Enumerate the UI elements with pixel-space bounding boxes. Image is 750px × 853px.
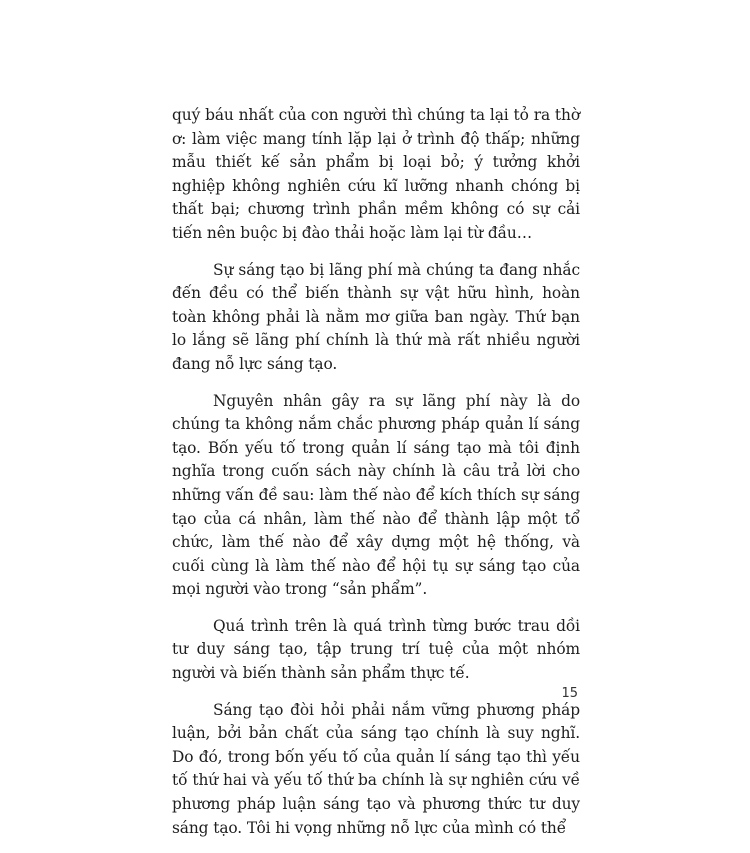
book-page-body	[172, 104, 580, 853]
page-number: 15	[561, 686, 578, 701]
paragraph: Sáng tạo đòi hỏi phải nắm vững phương pháp luận, bởi bản chất của sáng tạo chính là suy nghĩ. Do đó, trong bốn yếu tố của quản lí sáng tạo thì yếu tố thứ hai và yếu tố thứ ba chính là sự nghiên cứu về phương pháp luận sáng tạo và phương thức tư duy sáng tạo. Tôi hi vọng những nỗ lực của mình có thể	[172, 700, 580, 837]
paragraph-continued: quý báu nhất của con người thì chúng ta lại tỏ ra thờ ơ: làm việc mang tính lặp lại ở trình độ thấp; những mẫu thiết kế sản phẩm bị loại bỏ; ý tưởng khởi nghiệp không nghiên cứu kĩ lưỡng nhanh chóng bị thất bại; chương trình phần mềm không có sự cải tiến nên buộc bị đào thải hoặc làm lại từ đầu…	[172, 106, 580, 242]
paragraph: Sự sáng tạo bị lãng phí mà chúng ta đang nhắc đến đều có thể biến thành sự vật hữu hình, hoàn toàn không phải là nằm mơ giữa ban ngày. Thứ bạn lo lắng sẽ lãng phí chính là thứ mà rất nhiều người đang nỗ lực sáng tạo.	[172, 260, 580, 373]
paragraph: Quá trình trên là quá trình từng bước trau dồi tư duy sáng tạo, tập trung trí tuệ của một nhóm người và biến thành sản phẩm thực tế.	[172, 616, 580, 683]
paragraph: Nguyên nhân gây ra sự lãng phí này là do chúng ta không nắm chắc phương pháp quản lí sáng tạo. Bốn yếu tố trong quản lí sáng tạo mà tôi định nghĩa trong cuốn sách này chính là câu trả lời cho những vấn đề sau: làm thế nào để kích thích sự sáng tạo của cá nhân, làm thế nào để thành lập một tổ chức, làm thế nào để xây dựng một hệ thống, và cuối cùng là làm thế nào để hội tụ sự sáng tạo của mọi người vào trong “sản phẩm”.	[172, 391, 580, 599]
